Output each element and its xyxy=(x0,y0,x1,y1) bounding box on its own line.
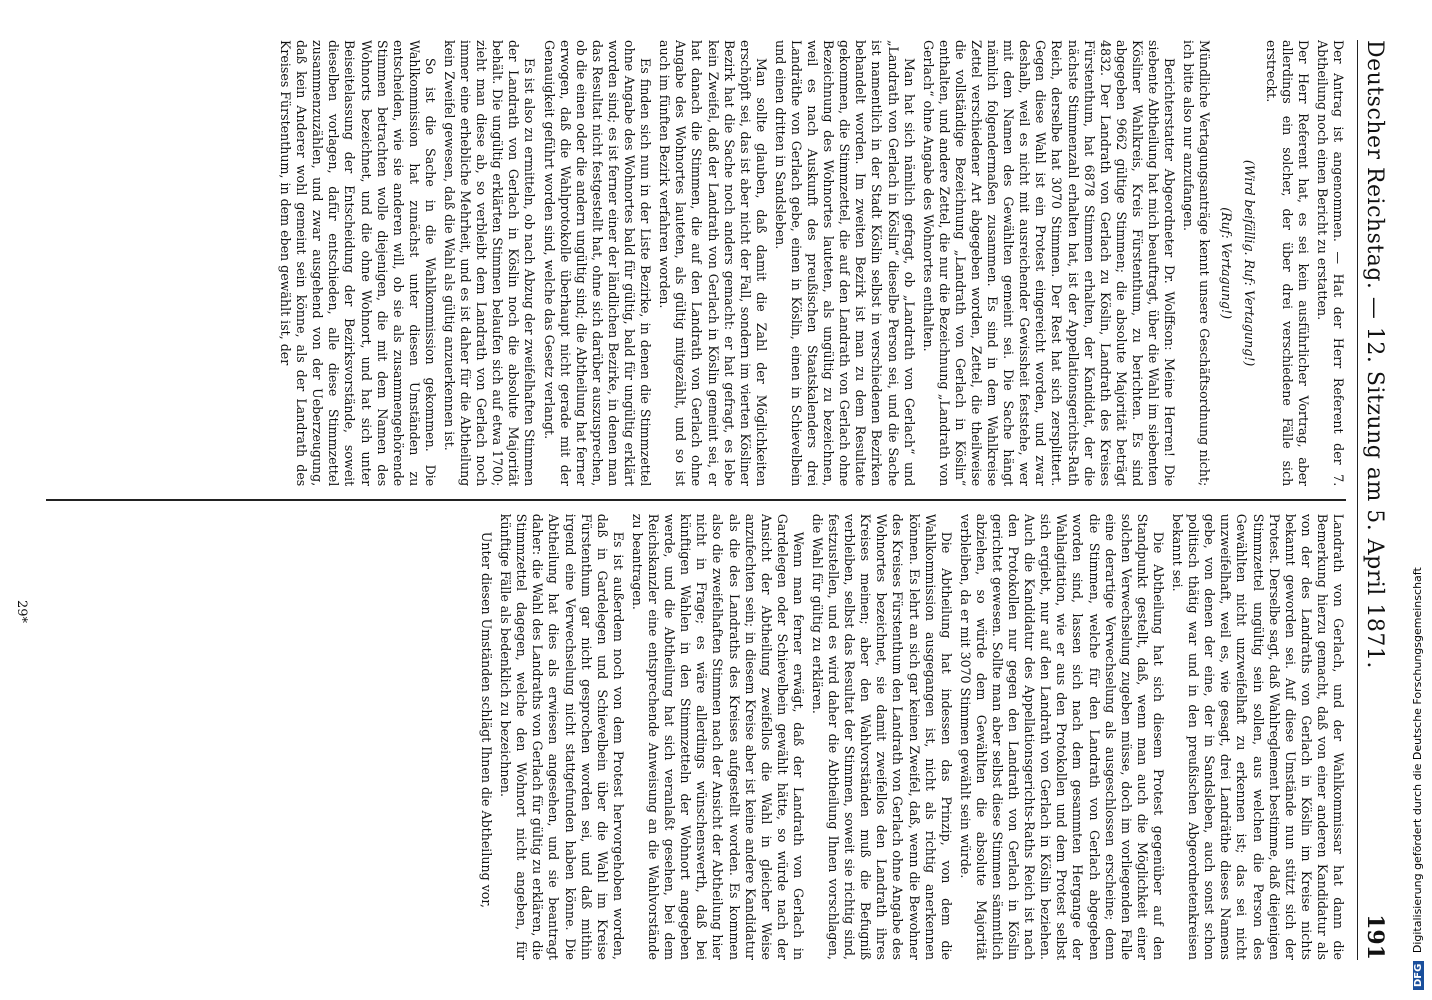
paragraph: Landrath von Gerlach, und der Wahlkommissar hat dann die Bemerkung hierzu gemacht, daß von einer anderen Kandidatur als von der des Landraths von Gerlach in Köslin im Kreise nichts bekannt geworden sei. Auf diese Umstände nun stützt sich der Protest. Derselbe sagt, daß Wahlreglement bestimme, daß diejenigen Stimmzettel ungültig sein sollen, aus welchen die Person des Gewählten nicht unzweifelhaft zu erkennen ist; das sei nicht unzweifelhaft, weil es, wie gesagt, drei Landräthe dieses Namens gebe, von denen der eine, der in Sandsleben, auch sonst schon politisch thätig war und in den preußischen Abgeordnetenkreisen bekannt sei. xyxy=(1170,513,1346,960)
paragraph: Es finden sich nun in der Liste Bezirke, in denen die Stimmzettel ohne Angabe des Wohnortes bald für gültig, bald für ungültig erklärt worden sind; es ist ferner einer der ländlichen Bezirke, in denen man das Resultat nicht festgestellt hat, ohne sich darüber auszusprechen, ob die einen oder die andern ungültig sind; die Abtheilung hat ferner erwogen, daß die Wahlprotokolle überhaupt nicht gerade mit der Genauigkeit geführt worden sind, welche das Gesetz verlangt. xyxy=(541,40,654,487)
paragraph: Man sollte glauben, daß damit die Zahl der Möglichkeiten erschöpft sei, das ist aber nicht der Fall, sondern im vierten Kösliner Bezirk hat die Sache noch anders gemacht: er hat gefragt, es lebe kein Zweifel, daß der Landrath von Gerlach in Köslin gemeint sei, er hat danach die Stimmen, die auf den Landrath von Gerlach ohne Angabe des Wohnortes lauteten, als gültig mitgezählt, und so ist auch im fünften Bezirk verfahren worden. xyxy=(657,40,769,487)
paragraph: Wenn man ferner erwägt, daß der Landrath von Gerlach in Gardelegen oder Schievelbein gewählt hätte, so würde nach der Ansicht der Abtheilung zweifellos die Wahl in gleicher Weise anzufechten sein; in diesem Kreise aber ist keine andere Kandidatur als die des Landraths des Kreises aufgestellt worden. Es kommen also die zweifelhaften Stimmen nach der Ansicht der Abtheilung hier nicht in Frage; es wäre allerdings wünschenswerth, daß bei künftigen Wahlen in den Stimmzetteln der Wohnort angegeben werde, und die Abtheilung hat sich veranlaßt gesehen, bei dem Reichskanzler eine entsprechende Anweisung an die Wahlvorstände zu beantragen. xyxy=(629,513,806,960)
paragraph: Unter diesen Umständen schlägt Ihnen die Abtheilung vor, xyxy=(479,531,495,908)
paragraph: So ist die Sache in die Wahlkommission gekommen. Die Wahlkommission hat zunächst unter diesen Umständen zu entscheiden, wie sie anderen will, ob sie als zusammengehörende Stimmen betrachten wolle diejenigen, die mit dem Namen des Wohnorts bezeichnet, und die ohne Wohnort, und hat sich unter Beiseitelassung der Entscheidung der Bezirksvorstände, soweit dieselben vorlagen, dafür entschieden, alle diese Stimmzettel zusammenzuzählen, und zwar ausgehend von der Ueberzeugung, daß kein Anderer wohl gemeint sein könne, als der Landrath des Kreises Fürstenthum, in dem eben gewählt ist, der xyxy=(278,40,438,487)
running-head-title: Deutscher Reichstag. — 12. Sitzung am 5. April 1871. xyxy=(1362,40,1388,669)
paragraph: Der Antrag ist angenommen. — Hat der Herr Referent der 7. Abtheilung noch einen Bericht zu erstatten. xyxy=(1314,40,1346,487)
digitization-credit-text: Digitalisierung gefördert durch die Deutsche Forschungsgemeinschaft xyxy=(1411,567,1424,954)
column-divider xyxy=(46,499,1346,501)
paragraph: Die Abtheilung hat sich diesem Protest gegenüber auf den Standpunkt gestellt, daß, wenn man auch die Möglichkeit einer solchen Verwechselung zugeben müsse, doch im vorliegenden Falle eine derartige Verwechselung als ausgeschlossen erscheine; denn die Stimmen, welche für den Landrath von Gerlach abgegeben worden sind, lassen sich nach dem gesammten Hergange der Wahlagitation, wie er aus den Protokollen und dem Protest selbst sich ergiebt, nur auf den Landrath von Gerlach in Köslin beziehen. Auch die Kandidatur des Appellationsgerichts-Raths Reich ist nach den Protokollen nur gegen den Landrath von Gerlach in Köslin gerichtet gewesen. Sollte man aber selbst diese Stimmen sämmtlich abziehen, so würde dem Gewählten die absolute Majorität verbleiben, da er mit 3070 Stimmen gewählt sein würde. xyxy=(957,513,1166,960)
paragraph: Man hat sich nämlich gefragt, ob „Landrath von Gerlach“ und „Landrath von Gerlach in Köslin“ dieselbe Person sei, und die Sache ist namentlich in der Stadt Köslin selbst in verschiedenen Bezirken behandelt worden. Im zweiten Bezirk ist man zu dem Resultate gekommen, die Stimmzettel, die auf den Landrath von Gerlach ohne Bezeichnung des Wohnortes lauteten, als ungültig zu bezeichnen, weil es nach Auskunft des preußischen Staatskalenders drei Landräthe von Gerlach gebe, einen in Köslin, einen in Schievelbein und einen dritten in Sandsleben. xyxy=(772,40,917,487)
running-header xyxy=(1357,40,1392,960)
two-column-body xyxy=(46,40,1346,960)
paragraph: Es ist außerdem noch von dem Protest hervorgehoben worden, daß in Gardelegen und Schievelbein über die Wahl im Kreise Fürstenthum gar nicht gesprochen worden sei, und daß mithin irgend eine Verwechselung nicht stattgefunden haben könne. Die Abtheilung hat dies als erwiesen angesehen, und sie beantragt daher: die Wahl des Landraths von Gerlach für gültig zu erklären, die Stimmzettel dagegen, welche den Wohnort nicht angeben, für künftige Fälle als bedenklich zu bezeichnen. xyxy=(498,513,626,960)
page-number: 191 xyxy=(1362,914,1388,960)
paragraph: Mündliche Vertagungsanträge kennt unsere Geschäftsordnung nicht; ich bitte also nur anzufangen. xyxy=(1181,40,1213,487)
paragraph: Berichterstatter Abgeordneter Dr. Wolffson: Meine Herren! Die siebente Abtheilung hat mich beauftragt, über die Wahl im siebenten Kösliner Wahlkreis, Kreis Fürstenthum, zu berichten. Es sind abgegeben 9662 gültige Stimmen; die absolute Majorität beträgt 4832. Der Landrath von Gerlach zu Köslin, Landrath des Kreises Fürstenthum, hat 6878 Stimmen erhalten, der Kandidat, der die nächste Stimmenzahl erhalten hat, ist der Appellationsgerichts-Rath Reich, derselbe hat 3070 Stimmen. Der Rest hat sich zersplittert. Gegen diese Wahl ist ein Protest eingereicht worden, und zwar deshalb, weil es nicht mit ausreichender Gewissheit feststehe, wer mit dem Namen des Gewählten gemeint sei. Die Sache hängt nämlich folgendermaßen zusammen. Es sind in dem Wahlkreise Zettel verschiedener Art abgegeben worden, Zettel, die theilweise die vollständige Bezeichnung „Landrath von Gerlach in Köslin“ enthalten, und andere Zettel, die nur die Bezeichnung „Landrath von Gerlach“ ohne Angabe des Wohnortes enthalten. xyxy=(920,40,1178,487)
paragraph: (Ruf: Vertagung!) xyxy=(1219,207,1235,319)
left-column xyxy=(46,40,1346,486)
right-column xyxy=(46,514,1346,960)
paragraph: Der Herr Referent hat, es sei kein ausführlicher Vortrag, aber allerdings ein solcher, der über drei verschiedene Fälle sich erstreckt. xyxy=(1263,40,1311,487)
signature-mark: 29* xyxy=(14,600,29,624)
dfg-logo-badge: DFG xyxy=(1413,961,1424,990)
paragraph: (Wird beifällig. Ruf: Vertagung!) xyxy=(1241,159,1257,367)
paragraph: Es ist also zu ermitteln, ob nach Abzug der zweifelhaften Stimmen der Landrath von Gerlach in Köslin noch die absolute Majorität behält. Die ungültig erklärten Stimmen belaufen sich auf etwa 1700; zieht man diese ab, so verbleibt dem Landrath von Gerlach noch immer eine erhebliche Mehrheit, und es ist daher für die Abtheilung kein Zweifel gewesen, daß die Wahl als gültig anzuerkennen ist. xyxy=(442,40,538,487)
digitization-credit xyxy=(1412,0,1426,1000)
paragraph: Die Abtheilung hat indessen das Prinzip, von dem die Wahlkommission ausgegangen ist, nicht als richtig anerkennen können. Es lehrt an sich gar keinen Zweifel, daß, wenn die Bewohner des Kreises Fürstenthum den Landrath von Gerlach ohne Angabe des Wohnortes bezeichnet, sie damit zweifellos den Landrath ihres Kreises meinen; aber den Wahlvorständen muß die Befugniß verbleiben, selbst das Resultat der Stimmen, soweit sie richtig sind, festzustellen, und es wird daher die Abtheilung Ihnen vorschlagen, die Wahl für gültig zu erklären. xyxy=(810,513,954,960)
